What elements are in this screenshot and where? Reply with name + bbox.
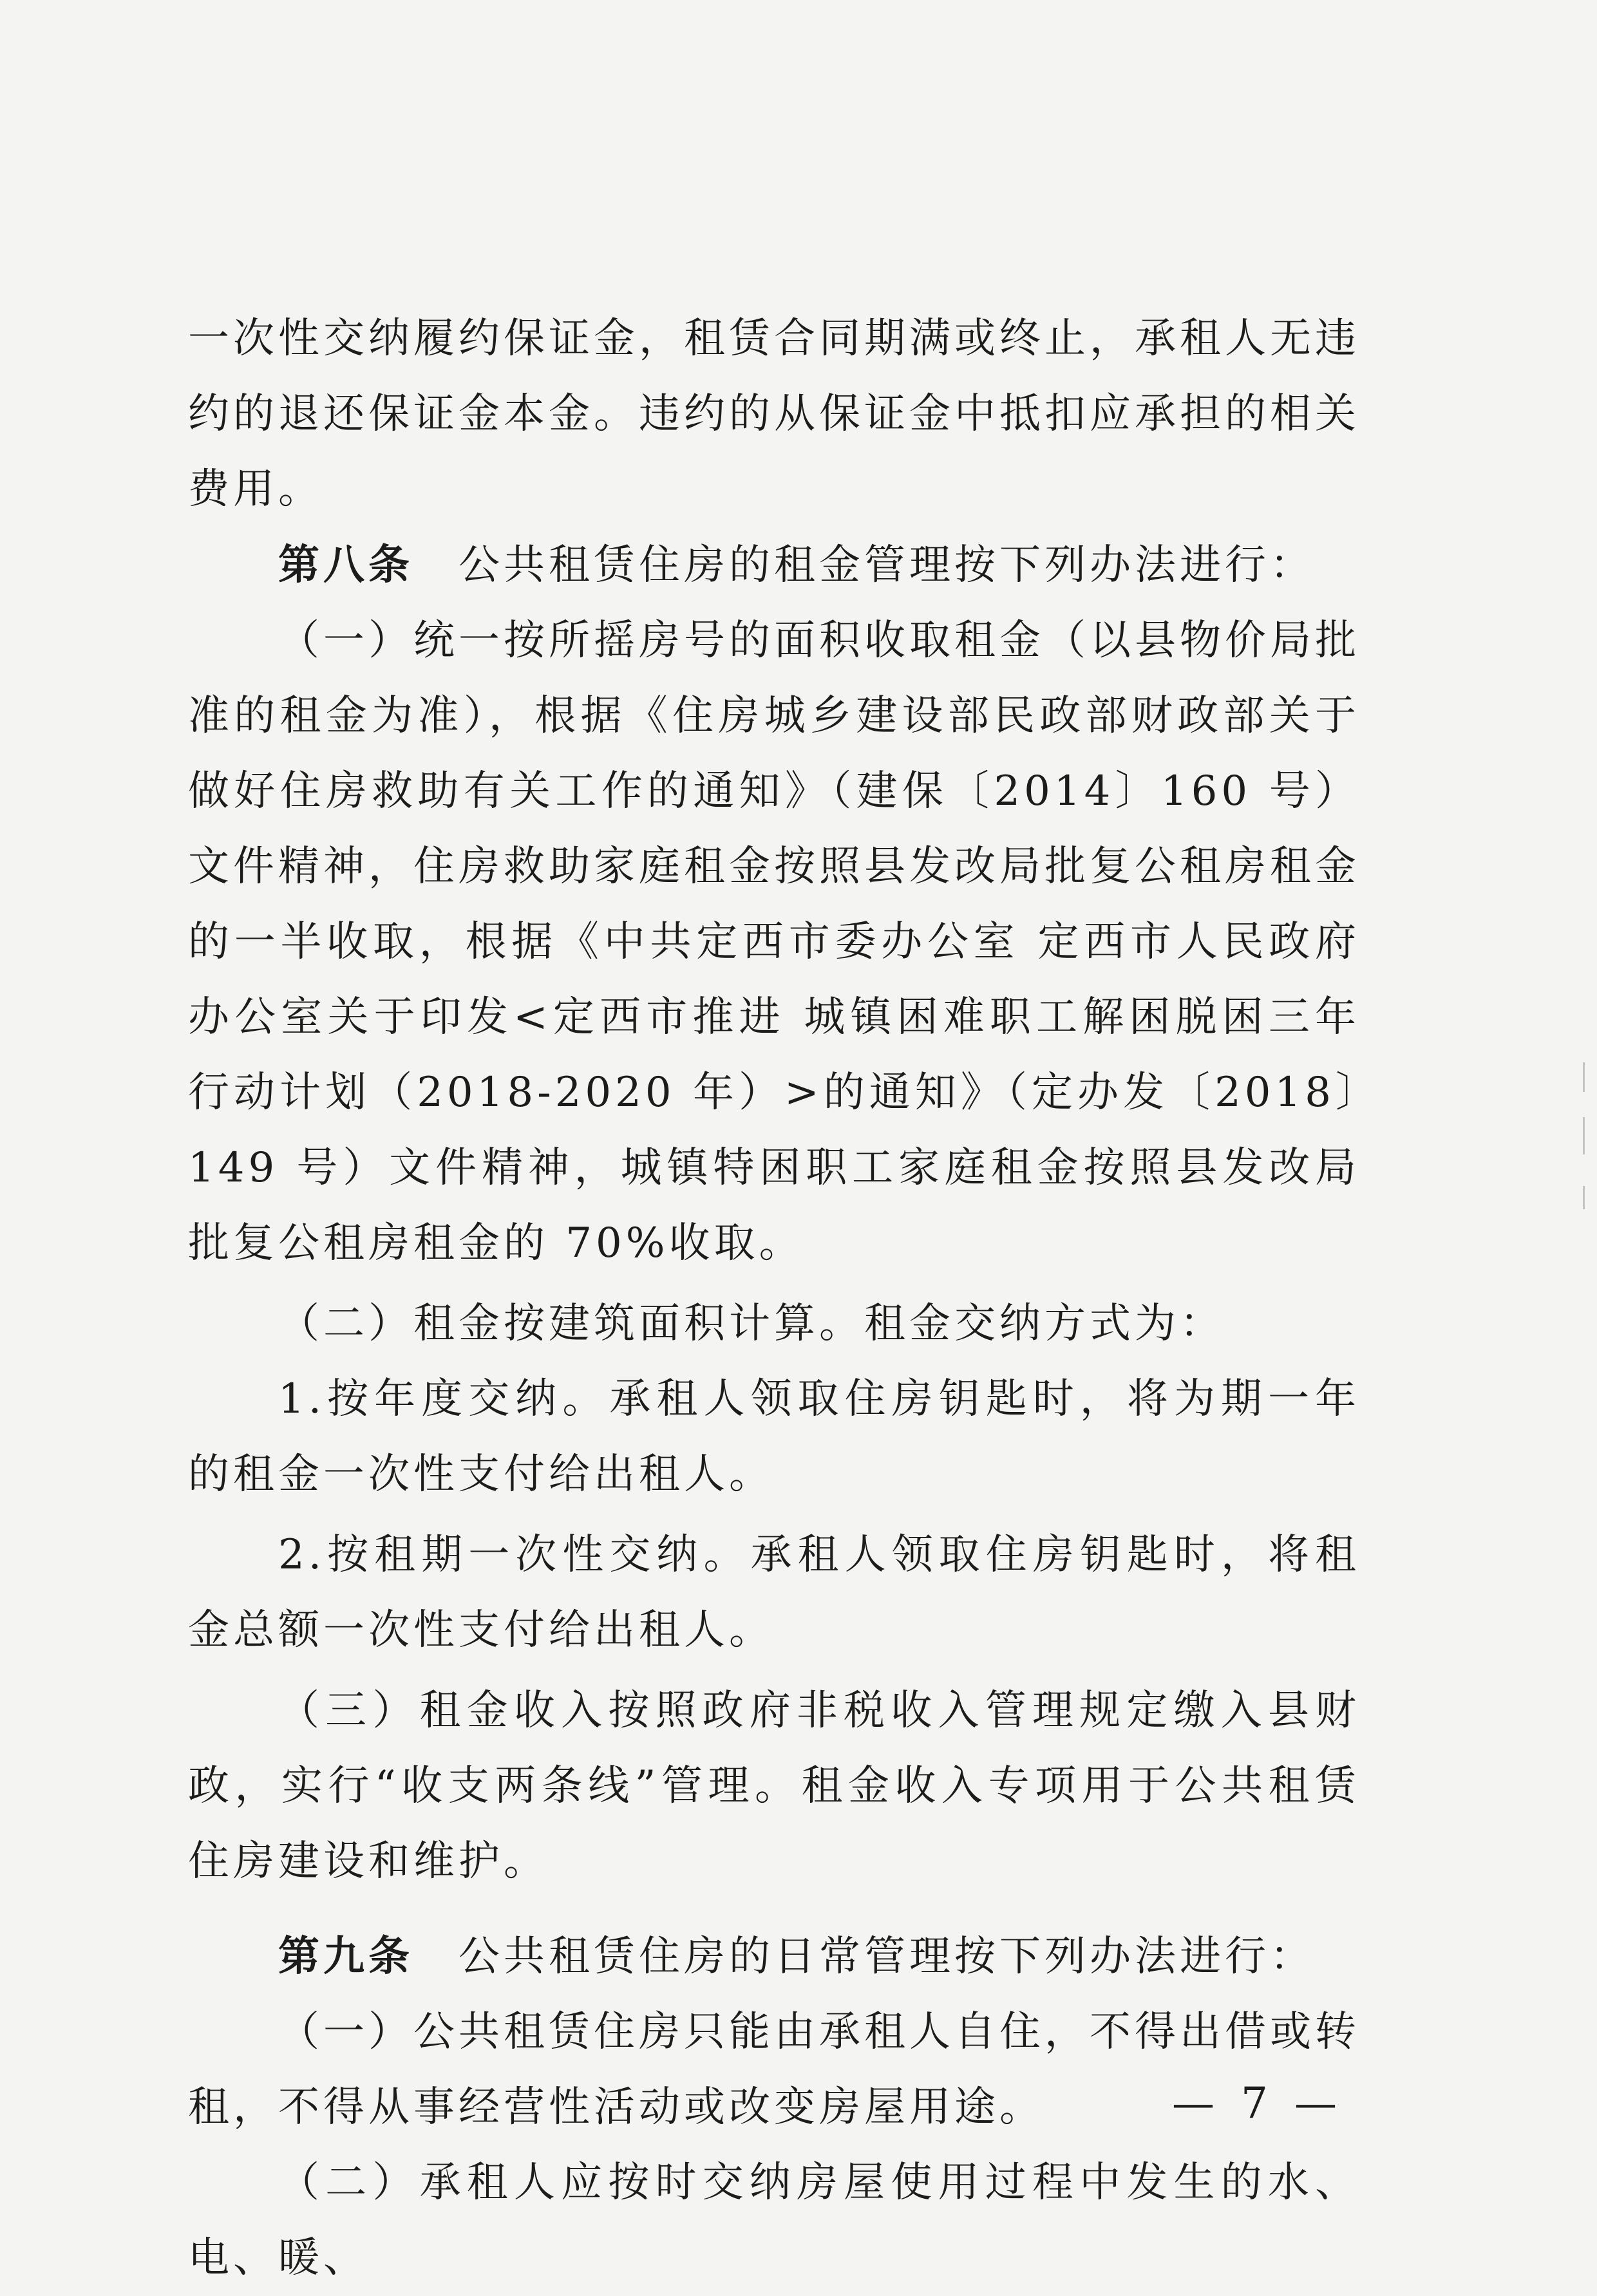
scan-edge-mark bbox=[1583, 1117, 1585, 1154]
paragraph-text: 一次性交纳履约保证金，租赁合同期满或终止，承租人无违约的退还保证金本金。违约的从保证金中抵扣应承担的相关费用。 bbox=[188, 315, 1360, 513]
paragraph-text: （二）租金按建筑面积计算。租金交纳方式为： bbox=[278, 1300, 1225, 1348]
paragraph-rent-income bbox=[188, 1673, 1360, 1899]
article-title: 公共租赁住房的日常管理按下列办法进行： bbox=[413, 1933, 1315, 1981]
paragraph-pay-annually bbox=[188, 1362, 1360, 1512]
paragraph-rent-calculation bbox=[188, 1286, 1360, 1362]
document-body bbox=[188, 301, 1360, 2296]
page-number: — 7 — bbox=[1172, 2078, 1343, 2128]
paragraph-text: 2.按租期一次性交纳。承租人领取住房钥匙时，将租金总额一次性支付给出租人。 bbox=[188, 1531, 1360, 1654]
article-8-heading bbox=[188, 527, 1360, 603]
article-number: 第九条 bbox=[278, 1932, 413, 1981]
article-title: 公共租赁住房的租金管理按下列办法进行： bbox=[413, 541, 1315, 589]
paragraph-text: 1.按年度交纳。承租人领取住房钥匙时，将为期一年的租金一次性支付给出租人。 bbox=[188, 1375, 1360, 1498]
paragraph-pay-lump-sum bbox=[188, 1518, 1360, 1668]
article-number: 第八条 bbox=[278, 541, 413, 589]
paragraph-text: （一）统一按所摇房号的面积收取租金（以县物价局批准的租金为准），根据《住房城乡建设部民政部财政部关于做好住房救助有关工作的通知》（建保〔2014〕160 号）文件精神，住房救助家庭租金按照县发改局批复公租房租金的一半收取，根据《中共定西市委办公室 定西市人民政府办公室关于印发<定西市推进 城镇困难职工解困脱困三年行动计划（2018-2020 年）>的通知》（定办发〔2018〕149 号）文件精神，城镇特困职工家庭租金按照县发改局批复公租房租金的 70%收取。 bbox=[188, 617, 1360, 1267]
scan-edge-mark bbox=[1583, 1186, 1585, 1209]
paragraph-text: （一）公共租赁住房只能由承租人自住，不得出借或转租，不得从事经营性活动或改变房屋用途。 bbox=[188, 2008, 1360, 2131]
article-9-heading bbox=[188, 1919, 1360, 1995]
paragraph-text: （三）租金收入按照政府非税收入管理规定缴入县财政，实行“收支两条线”管理。租金收入专项用于公共租赁住房建设和维护。 bbox=[188, 1687, 1360, 1885]
paragraph-text: （二）承租人应按时交纳房屋使用过程中发生的水、电、暖、 bbox=[188, 2159, 1360, 2282]
paragraph-utility-fees bbox=[188, 2145, 1360, 2296]
paragraph-rent-rules bbox=[188, 603, 1360, 1281]
paragraph-deposit-continuation bbox=[188, 301, 1360, 527]
scan-edge-mark bbox=[1583, 1062, 1585, 1092]
